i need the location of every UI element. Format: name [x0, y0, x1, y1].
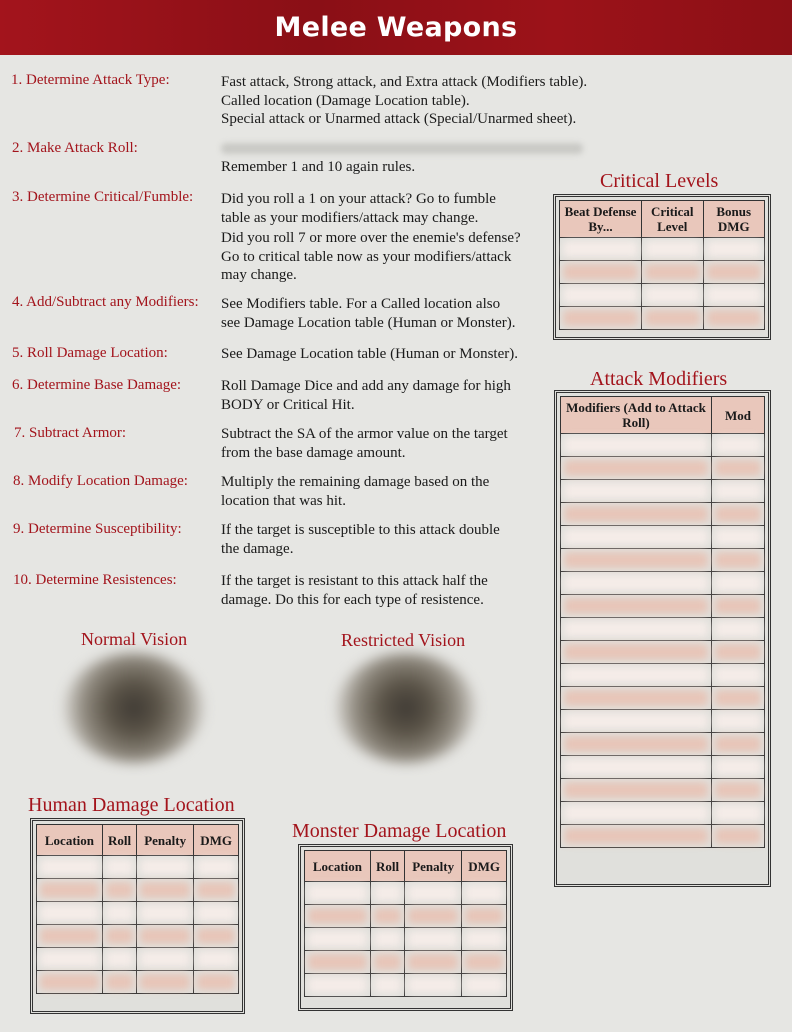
table-row: [560, 238, 765, 261]
col-location: Location: [37, 825, 103, 856]
table-row: [561, 802, 765, 825]
col-mod: Mod: [711, 397, 764, 434]
step-9-label: 9. Determine Susceptibility:: [13, 521, 182, 537]
attack-modifiers-title: Attack Modifiers: [590, 368, 728, 390]
table-row: [561, 664, 765, 687]
table-row: [561, 572, 765, 595]
table-row: [37, 948, 239, 971]
table-row: [305, 974, 507, 997]
col-penalty: Penalty: [405, 851, 462, 882]
redacted-formula: [221, 143, 583, 154]
step-8-label: 8. Modify Location Damage:: [13, 473, 188, 489]
table-row: [561, 825, 765, 848]
restricted-vision-title: Restricted Vision: [341, 630, 466, 650]
table-row: [561, 549, 765, 572]
step-8-text: Multiply the remaining damage based on the location that was hit.: [221, 474, 490, 509]
normal-vision-image: [64, 653, 204, 763]
table-row: [305, 951, 507, 974]
step-1-label: 1. Determine Attack Type:: [11, 72, 170, 88]
step-7-text: Subtract the SA of the armor value on the target from the base damage amount.: [221, 426, 508, 461]
table-row: [561, 434, 765, 457]
human-damage-location-title: Human Damage Location: [28, 794, 235, 816]
table-row: [561, 779, 765, 802]
normal-vision-title: Normal Vision: [81, 629, 188, 649]
table-row: [560, 284, 765, 307]
step-3-label: 3. Determine Critical/Fumble:: [12, 189, 194, 205]
col-penalty: Penalty: [137, 825, 194, 856]
step-9-text: If the target is susceptible to this attack double the damage.: [221, 522, 500, 557]
table-row: [561, 756, 765, 779]
step-7-label: 7. Subtract Armor:: [14, 425, 127, 441]
table-row: [37, 925, 239, 948]
step-6-text: Roll Damage Dice and add any damage for high BODY or Critical Hit.: [221, 378, 511, 413]
monster-damage-location-title: Monster Damage Location: [292, 820, 507, 842]
page-title: Melee Weapons: [274, 12, 518, 43]
step-2-text: Remember 1 and 10 again rules.: [221, 139, 583, 176]
critical-levels-title: Critical Levels: [600, 170, 719, 192]
attack-modifiers-table: [554, 390, 771, 887]
table-row: [561, 687, 765, 710]
table-row: [561, 457, 765, 480]
table-row: [561, 710, 765, 733]
human-damage-location-table: [30, 818, 245, 1014]
title-banner: [0, 0, 792, 55]
col-roll: Roll: [370, 851, 404, 882]
table-row: [305, 882, 507, 905]
restricted-vision-image: [336, 653, 476, 763]
step-5-label: 5. Roll Damage Location:: [12, 345, 168, 361]
step-4-label: 4. Add/Subtract any Modifiers:: [12, 294, 199, 310]
col-dmg: DMG: [194, 825, 239, 856]
table-row: [561, 733, 765, 756]
table-row: [37, 902, 239, 925]
table-row: [37, 879, 239, 902]
table-row: [561, 595, 765, 618]
col-dmg: DMG: [462, 851, 507, 882]
step-4-text: See Modifiers table. For a Called location also see Damage Location table (Human or Monster).: [221, 296, 516, 331]
table-row: [561, 503, 765, 526]
col-bonus-dmg: Bonus DMG: [703, 201, 765, 238]
col-modifiers: Modifiers (Add to Attack Roll): [561, 397, 712, 434]
col-beat-defense: Beat Defense By...: [560, 201, 642, 238]
table-row: [561, 618, 765, 641]
table-row: [305, 905, 507, 928]
table-row: [560, 261, 765, 284]
col-roll: Roll: [102, 825, 136, 856]
col-critical-level: Critical Level: [642, 201, 704, 238]
col-location: Location: [305, 851, 371, 882]
table-row: [560, 307, 765, 330]
table-row: [305, 928, 507, 951]
step-2-label: 2. Make Attack Roll:: [12, 140, 138, 156]
critical-levels-table: [553, 194, 771, 340]
step-3-text: Did you roll a 1 on your attack? Go to fumble table as your modifiers/attack may change. Did you roll 7 or more over the enemie's defense? Go to critical table now as your modifiers/attack may change.: [221, 191, 521, 283]
step-10-label: 10. Determine Resistences:: [13, 572, 177, 588]
step-5-text: See Damage Location table (Human or Monster).: [221, 346, 518, 362]
step-6-label: 6. Determine Base Damage:: [12, 377, 182, 393]
table-row: [561, 526, 765, 549]
monster-damage-location-table: [298, 844, 513, 1011]
table-row: [561, 641, 765, 664]
step-1-text: Fast attack, Strong attack, and Extra attack (Modifiers table). Called location (Damage Location table). Special attack or Unarmed attack (Special/Unarmed sheet).: [221, 74, 588, 127]
step-10-text: If the target is resistant to this attack half the damage. Do this for each type of resistence.: [221, 573, 488, 608]
table-row: [37, 856, 239, 879]
table-row: [37, 971, 239, 994]
table-row: [561, 480, 765, 503]
